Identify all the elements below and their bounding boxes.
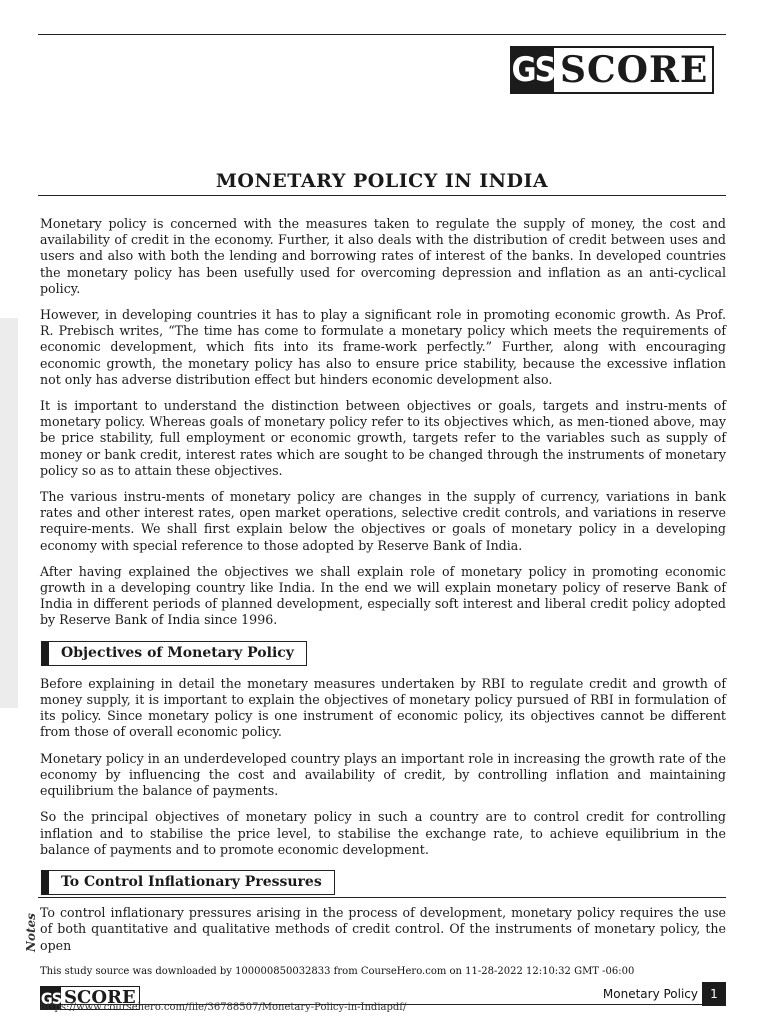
page-title: MONETARY POLICY IN INDIA <box>215 170 549 192</box>
notes-label: Notes <box>24 913 38 952</box>
paragraph: To control inflationary pressures arising in the process of development, monetary policy requires the use of both quantitative and qualitative methods of credit control. Of the instruments of monetary policy, the open <box>40 905 726 953</box>
paragraph: It is important to understand the distinction between objectives or goals, targets and instru-ments of monetary policy. Whereas goals of monetary policy refer to its objectives which, as men-tioned above, may be price stability, full employment or economic growth, targets refer to the variables such as supply of money or bank credit, interest rates which are sought to be changed through the instruments of monetary policy so as to attain these objectives. <box>40 398 726 478</box>
download-notice: This study source was downloaded by 100000850032833 from CourseHero.com on 11-28-2022 12:10:32 GMT -06:00 <box>40 966 635 977</box>
bottom-rule <box>38 897 726 898</box>
footer-logo-score: SCORE <box>64 987 136 1008</box>
gs-score-logo <box>510 46 714 94</box>
footer-logo-gs: GS <box>40 988 62 1008</box>
paragraph: However, in developing countries it has to play a significant role in promoting economic growth. As Prof. R. Prebisch writes, “The time has come to formulate a monetary policy which meets the requirements of economic development, which fits into its frame-work perfectly.” Further, along with encouraging economic growth, the monetary policy has also to ensure price stability, because the excessive inflation not only has adverse distribution effect but hinders economic development also. <box>40 307 726 387</box>
title-rule <box>38 195 726 196</box>
top-rule <box>38 34 726 35</box>
paragraph: Before explaining in detail the monetary measures undertaken by RBI to regulate credit and growth of money supply, it is important to explain the objectives of monetary policy pursued of RBI in formulation of its policy. Since monetary policy is one instrument of economic policy, its objectives cannot be different from those of overall economic policy. <box>40 675 726 740</box>
paragraph: Monetary policy is concerned with the measures taken to regulate the supply of money, the cost and availability of credit in the economy. Further, it also deals with the distribution of credit between uses and users and also with both the lending and borrowing rates of interest of the banks. In developed countries the monetary policy has been usefully used for overcoming depression and inflation as an anti-cyclical policy. <box>40 216 726 296</box>
logo-gs: GS <box>511 50 555 90</box>
paragraph: The various instru-ments of monetary policy are changes in the supply of currency, variations in bank rates and other interest rates, open market operations, selective credit controls, and variations in reserve require-ments. We shall first explain below the objectives or goals of monetary policy in a developing economy with special reference to those adopted by Reserve Bank of India. <box>40 489 726 553</box>
footer-label: Monetary Policy <box>602 987 698 1001</box>
logo-score: SCORE <box>560 49 709 91</box>
section-heading-inflation: To Control Inflationary Pressures <box>41 870 335 895</box>
paragraph: So the principal objectives of monetary policy in such a country are to control credit for controlling inflation and to stabilise the price level, to stabilise the exchange rate, to achieve equilibrium in the balance of payments and to promote economic development. <box>40 809 726 857</box>
source-url-link[interactable]: https://www.coursehero.com/file/36788507/Monetary-Policy-in-Indiapdf/ <box>40 1002 407 1013</box>
page-number: 1 <box>702 982 726 1006</box>
paragraph: Monetary policy in an underdeveloped country plays an important role in increasing the growth rate of the economy by influencing the cost and availability of credit, by controlling inflation and maintaining equilibrium the balance of payments. <box>40 750 726 799</box>
section-heading-objectives: Objectives of Monetary Policy <box>41 641 307 666</box>
paragraph: After having explained the objectives we shall explain role of monetary policy in promoting economic growth in a developing country like India. In the end we will explain monetary policy of reserve Bank of India in different periods of planned development, especially soft interest and liberal credit policy adopted by Reserve Bank of India since 1996. <box>40 563 726 628</box>
document-body <box>40 216 726 964</box>
scroll-sidebar <box>0 318 18 708</box>
